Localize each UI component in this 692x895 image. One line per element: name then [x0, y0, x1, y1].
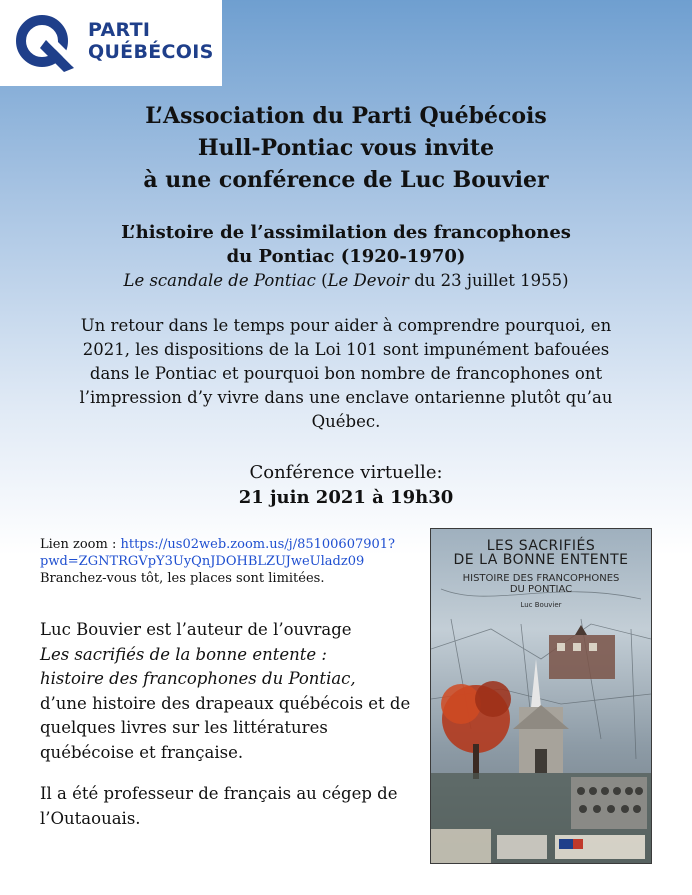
book-author: Luc Bouvier [520, 601, 562, 609]
prof-line2: l’Outaouais. [40, 808, 141, 828]
subtitle-reference [0, 270, 692, 292]
conference-label: Conférence virtuelle: [249, 462, 443, 483]
zoom-link-line1: https://us02web.zoom.us/j/85100607901? [120, 537, 396, 552]
author-line1: Luc Bouvier est l’auteur de l’ouvrage [40, 620, 352, 639]
book-sub-line1: HISTOIRE DES FRANCOPHONES [462, 573, 620, 584]
logo-line2: QUÉBÉCOIS [88, 41, 214, 63]
ref-part3: Le Devoir [327, 271, 409, 290]
ref-part2: ( [315, 271, 328, 290]
zoom-note: Branchez-vous tôt, les places sont limitées. [40, 571, 325, 586]
book-title-line2: DE LA BONNE ENTENTE [453, 552, 629, 568]
subtitle-line1: L’histoire de l’assimilation des francophones [121, 222, 571, 243]
conference-subtitle [0, 221, 692, 269]
title-line1: L’Association du Parti Québécois [145, 103, 547, 129]
zoom-block [40, 536, 430, 587]
parti-quebecois-q-icon [12, 10, 78, 76]
intro-paragraph: Un retour dans le temps pour aider à comprendre pourquoi, en 2021, les dispositions de la Loi 101 sont impunément bafouées dans le Pontiac et pourquoi bon nombre de francophones ont l’impression d’y vivre dans une enclave ontarienne plutôt qu’au Québec. [79, 316, 613, 431]
title-line2: Hull-Pontiac vous invite [197, 135, 495, 161]
author-line4: d’une histoire des drapeaux québécois et de [40, 693, 411, 713]
prof-line1: Il a été professeur de français au cégep de [40, 784, 398, 803]
title-line3: à une conférence de Luc Bouvier [143, 167, 549, 193]
logo-text [88, 19, 214, 63]
logo-line1: PARTI [88, 19, 151, 41]
subtitle-line2: du Pontiac (1920-1970) [226, 246, 466, 267]
author-line2: Les sacrifiés de la bonne entente : [40, 644, 327, 664]
ref-part1: Le scandale de Pontiac [123, 271, 316, 290]
conference-date: 21 juin 2021 à 19h30 [238, 487, 454, 508]
professor-note [40, 782, 425, 831]
ref-part4: du 23 juillet 1955) [408, 271, 569, 290]
author-line6: québécoise et française. [40, 742, 244, 762]
author-bio [40, 618, 425, 765]
zoom-link-line2: pwd=ZGNTRGVpY3UyQnJDOHBLZUJweUladz09 [40, 554, 365, 569]
book-subtitle [431, 573, 651, 595]
author-line5: quelques livres sur les littératures [40, 718, 328, 737]
book-title-line1: LES SACRIFIÉS [486, 538, 596, 554]
zoom-label: Lien zoom : [40, 537, 121, 552]
logo [0, 0, 222, 86]
book-cover [430, 528, 652, 864]
book-title [431, 539, 651, 567]
page-title [0, 100, 692, 196]
author-line3: histoire des francophones du Pontiac, [40, 669, 356, 688]
book-sub-line2: DU PONTIAC [509, 584, 573, 595]
